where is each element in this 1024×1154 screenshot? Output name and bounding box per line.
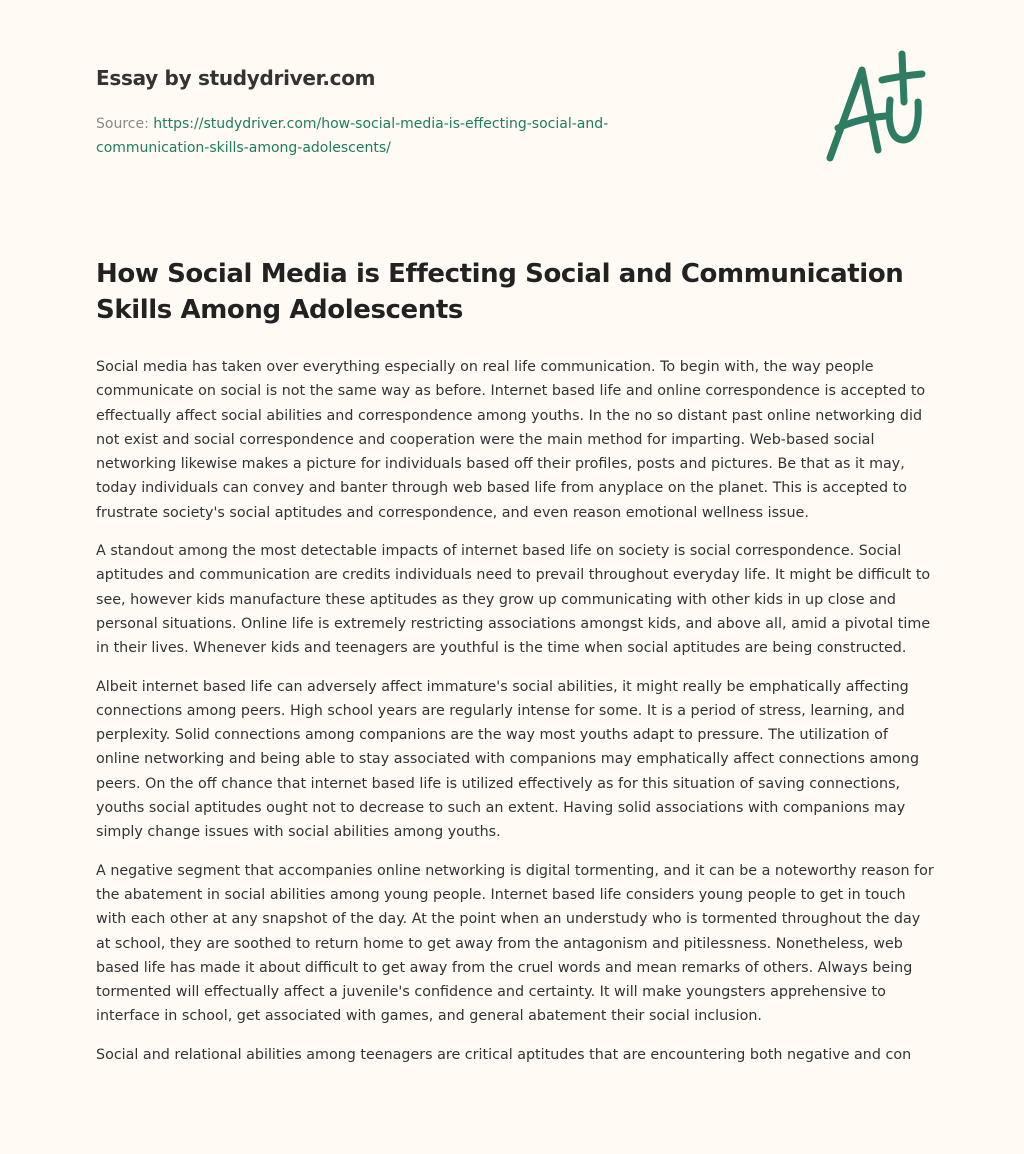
paragraph: Albeit internet based life can adversely affect immature's social abilities, it might really be emphatically affecting connections among peers. High school years are regularly intense for some. It is a period of stress, learning, and perplexity. Solid connections among companions are the way most youths adapt to pressure. The utilization of online networking and being able to stay associated with companions may emphatically affect connections among peers. On the off chance that internet based life is utilized effectively as for this situation of saving connections, youths social aptitudes ought not to decrease to such an extent. Having solid associations with companions may simply change issues with social abilities among youths.: [96, 678, 920, 841]
source-link[interactable]: https://studydriver.com/how-social-media-is-effecting-social-and-communication-skills-among-adolescents/: [96, 116, 609, 156]
paragraph: Social media has taken over everything especially on real life communication. To begin with, the way people communicate on social is not the same way as before. Internet based life and online correspondence is accepted to effectually affect social abilities and correspondence among youths. In the no so distant past online networking did not exist and social correspondence and cooperation were the main method for imparting. Web-based social networking likewise makes a picture for individuals based off their profiles, posts and pictures. Be that as it may, today individuals can convey and banter through web based life from anyplace on the planet. This is accepted to frustrate society's social aptitudes and correspondence, and even reason emotional wellness issue.: [96, 359, 926, 521]
paragraph: Social and relational abilities among teenagers are critical aptitudes that are encountering both negative and con: [96, 1046, 912, 1063]
site-brand: Essay by studydriver.com: [96, 66, 376, 90]
essay-title: How Social Media is Effecting Social and Communication Skills Among Adolescents: [96, 259, 904, 325]
a-plus-logo-icon: [820, 40, 930, 165]
source-line: [96, 112, 656, 160]
source-label: Source:: [96, 116, 154, 132]
paragraph: A standout among the most detectable impacts of internet based life on society is social correspondence. Social aptitudes and communication are credits individuals need to prevail throughout everyday life. It might be difficult to see, however kids manufacture these aptitudes as they grow up communicating with other kids in up close and personal situations. Online life is extremely restricting associations amongst kids, and above all, amid a pivotal time in their lives. Whenever kids and teenagers are youthful is the time when social aptitudes are being constructed.: [96, 543, 931, 657]
essay-body: [96, 355, 934, 1081]
paragraph: A negative segment that accompanies online networking is digital tormenting, and it can be a noteworthy reason for the abatement in social abilities among young people. Internet based life considers young people to get in touch with each other at any snapshot of the day. At the point when an understudy who is tormented throughout the day at school, they are soothed to return home to get away from the antagonism and pitilessness. Nonetheless, web based life has made it about difficult to get away from the cruel words and mean remarks of others. Always being tormented will effectually affect a juvenile's confidence and certainty. It will make youngsters apprehensive to interface in school, get associated with games, and general abatement their social inclusion.: [96, 862, 934, 1025]
